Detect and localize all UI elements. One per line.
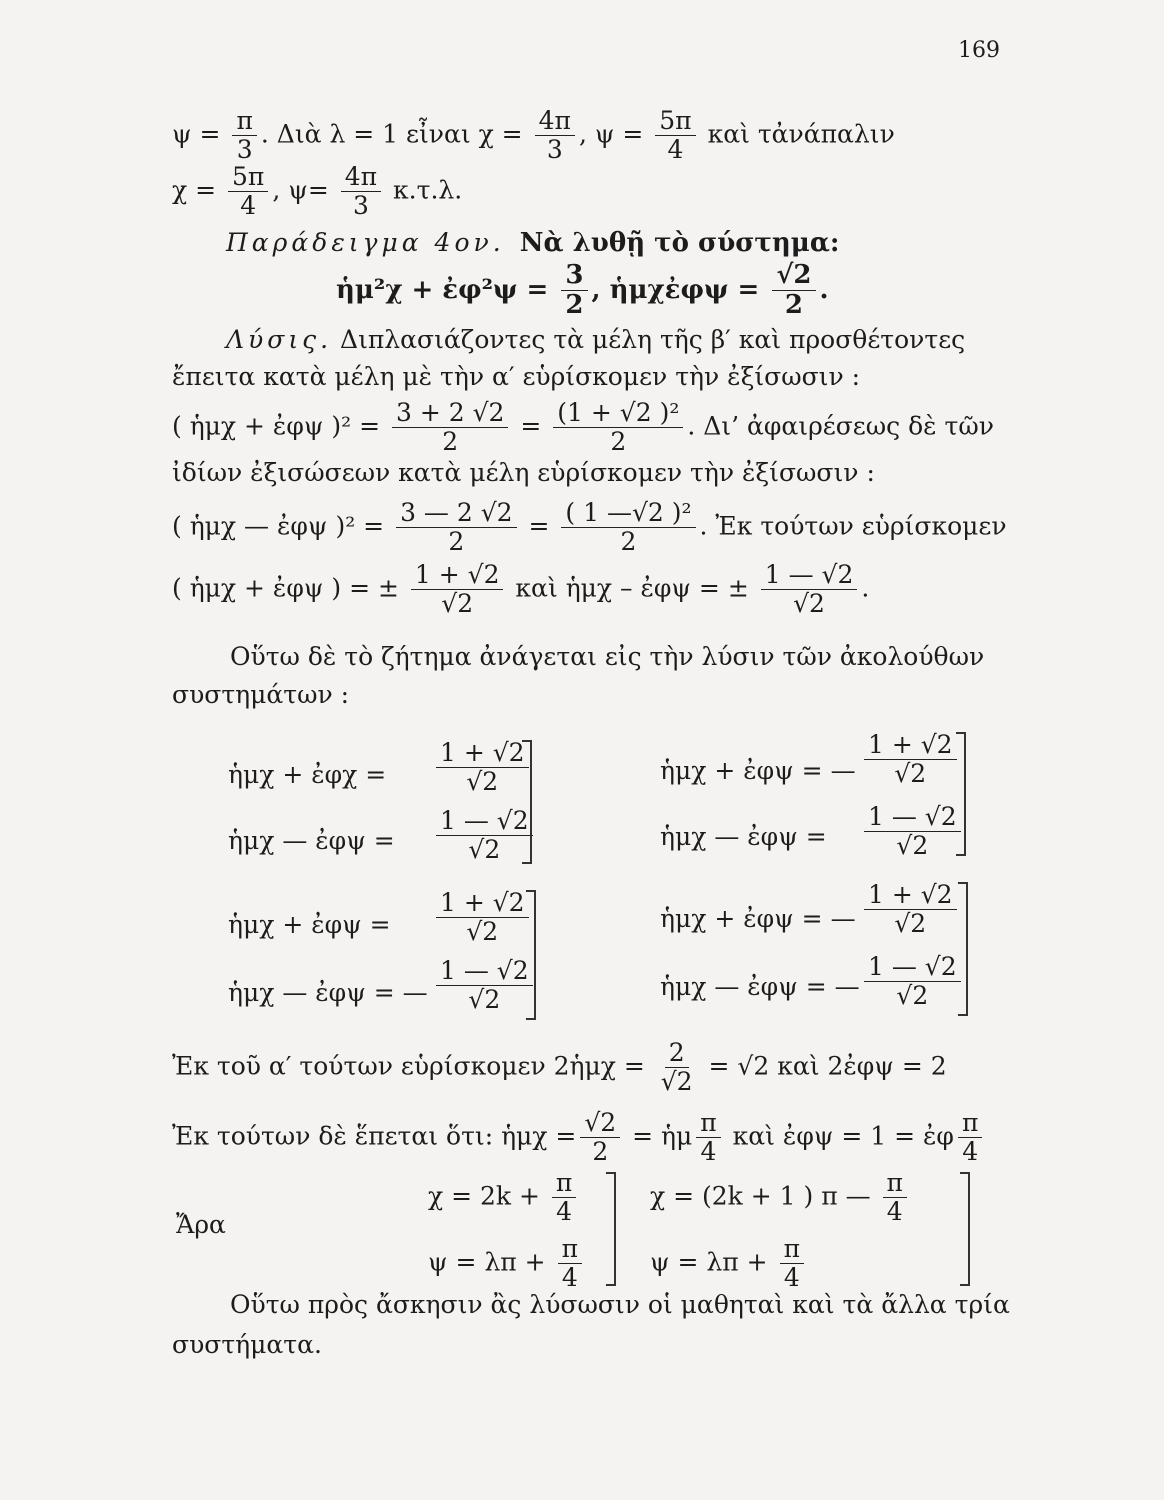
system-4-eq-2-lhs: ἡμχ — ἐφψ = — <box>660 972 860 1001</box>
paragraph-line: ἰδίων ἐξισώσεων κατὰ μέλη εὑρίσκομεν τὴν ἐξίσωσιν : <box>172 458 875 487</box>
system-3-eq-1-rhs: $\frac{1 + √2}{√2}$ <box>432 890 533 946</box>
system-3-brace <box>526 890 536 1020</box>
system-equation: ἡμ²χ + ἐφ²ψ = $\frac{3}{2}$ , ἡμχἐφψ = $\frac{√2}{2}$ . <box>336 260 829 321</box>
equation-sum-squared: ( ἡμχ + ἐφψ )² = $\frac{3 + 2 √2}{2}$ = $\frac{\text{(1 + √2 )²}}{2}$ . Δι’ ἀφαιρέσεως δὲ τῶν <box>172 398 994 457</box>
system-1-eq-1-rhs: $\frac{1 + √2}{√2}$ <box>432 740 533 796</box>
page-number: 169 <box>958 38 1000 63</box>
system-4-eq-2-rhs: $\frac{1 — √2}{√2}$ <box>860 954 965 1010</box>
system-4-eq-1-lhs: ἡμχ + ἐφψ = — <box>660 904 856 933</box>
system-1-eq-2-lhs: ἡμχ — ἐφψ = <box>228 826 395 855</box>
solution-intro: Λύσις. Διπλασιάζοντες τὰ μέλη τῆς β′ καὶ προσθέτοντες <box>226 325 966 354</box>
final-system-2-eq-2: ψ = λπ + $\frac{\pi}{4}$ <box>650 1236 808 1292</box>
final-system-1-eq-1: χ = 2k + $\frac{\pi}{4}$ <box>428 1170 580 1226</box>
paragraph-line: Οὕτω δὲ τὸ ζήτημα ἀνάγεται εἰς τὴν λύσιν τῶν ἀκολούθων <box>230 642 985 671</box>
text-line-2: χ = $\frac{5\pi}{4}$ , ψ= $\frac{4\pi}{3}$ κ.τ.λ. <box>172 162 463 221</box>
paragraph-line: συστημάτων : <box>172 680 350 709</box>
system-1-eq-1-lhs: ἡμχ + ἐφχ = <box>228 760 387 789</box>
final-system-1-brace <box>606 1172 616 1286</box>
text-line-1: ψ = $\frac{\pi}{3}$ . Διὰ λ = 1 εἶναι χ = $\frac{4\pi}{3}$ , ψ = $\frac{5\pi}{4}$ καὶ τἀνάπαλιν <box>172 106 895 165</box>
system-4-brace <box>958 882 968 1016</box>
result-line-2: Ἐκ τούτων δὲ ἕπεται ὅτι: ἡμχ = $\frac{√2}{2}$ = ἡμ $\frac{\pi}{4}$ καὶ ἐφψ = 1 = ἐφ $\frac{\pi}{4}$ <box>172 1110 986 1166</box>
paragraph-line: ἔπειτα κατὰ μέλη μὲ τὴν α′ εὑρίσκομεν τὴν ἐξίσωσιν : <box>172 362 861 391</box>
final-system-2-eq-1: χ = (2k + 1 ) π — $\frac{\pi}{4}$ <box>650 1170 911 1226</box>
system-1-brace <box>522 740 532 864</box>
system-3-eq-2-rhs: $\frac{1 — √2}{√2}$ <box>432 958 537 1014</box>
system-4-eq-1-rhs: $\frac{1 + √2}{√2}$ <box>860 882 961 938</box>
system-3-eq-2-lhs: ἡμχ — ἐφψ = — <box>228 978 428 1007</box>
final-system-2-brace <box>960 1172 970 1286</box>
closing-line-1: Οὕτω πρὸς ἄσκησιν ἂς λύσωσιν οἱ μαθηταὶ καὶ τὰ ἄλλα τρία <box>230 1290 1010 1319</box>
final-system-1-eq-2: ψ = λπ + $\frac{\pi}{4}$ <box>428 1236 586 1292</box>
equation-difference-squared: ( ἡμχ — ἐφψ )² = $\frac{3 — 2 √2}{2}$ = $\frac{\text{( 1 —√2 )²}}{2}$ . Ἐκ τούτων εὑρίσκομεν <box>172 498 1007 557</box>
system-1-eq-2-rhs: $\frac{1 — √2}{√2}$ <box>432 808 537 864</box>
system-2-eq-1-rhs: $\frac{1 + √2}{√2}$ <box>860 732 961 788</box>
equation-roots: ( ἡμχ + ἐφψ ) = ± $\frac{1 + √2}{√2}$ καὶ ἡμχ – ἐφψ = ± $\frac{1 — √2}{√2}$ . <box>172 560 870 619</box>
closing-line-2: συστήματα. <box>172 1330 322 1359</box>
example-heading: Παράδειγμα 4ον. Νὰ λυθῇ τὸ σύστημα: <box>226 228 840 258</box>
therefore-label: Ἄρα <box>176 1210 226 1239</box>
system-2-eq-1-lhs: ἡμχ + ἐφψ = — <box>660 756 856 785</box>
system-2-brace <box>956 732 966 856</box>
system-3-eq-1-lhs: ἡμχ + ἐφψ = <box>228 910 391 939</box>
result-line-1: Ἐκ τοῦ α′ τούτων εὑρίσκομεν 2ἡμχ = $\frac{2}{√2}$ = √2 καὶ 2ἐφψ = 2 <box>172 1038 947 1097</box>
system-2-eq-2-lhs: ἡμχ — ἐφψ = <box>660 822 827 851</box>
system-2-eq-2-rhs: $\frac{1 — √2}{√2}$ <box>860 804 965 860</box>
